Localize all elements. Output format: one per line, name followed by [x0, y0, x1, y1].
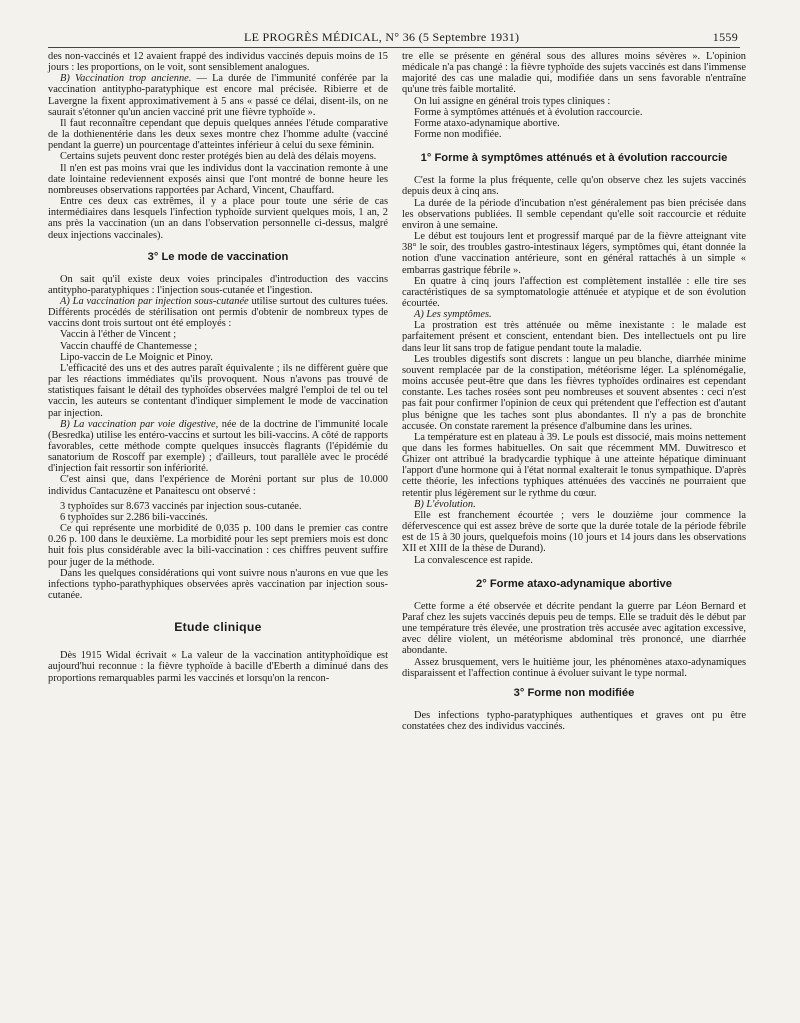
paragraph: On lui assigne en général trois types cliniques : [414, 95, 611, 107]
paragraph: L'efficacité des uns et des autres paraît équivalente ; ils ne diffèrent guère que par les réactions immédiates qu'ils provoquent. Nous n'avons pas trouvé de statistiques faisant le détail des typhoïdes observées malgré l'emploi de tel ou tel vaccin, les auteurs se contentant d'indiquer simplement le mode de vaccination par injection. [48, 362, 388, 419]
paragraph: La température est en plateau à 39. Le pouls est dissocié, mais moins nettement que dans les formes habituelles. On sait que récemment MM. Duwitresco et Ghizer ont attribué la bradycardie typhique à une atteinte hépatique diminuant l'apport d'une hormone qui à l'état normal exalterait le tonus sympathique. D'après cette théorie, les infections typhiques atténuées des vaccinés ne pourraient que retentir plus légèrement sur le rythme du cœur. [402, 431, 746, 499]
left-column [48, 51, 388, 684]
paragraph: Les troubles digestifs sont discrets : langue un peu blanche, diarrhée minime souvent remplacée par de la constipation, météorisme léger. La splénomégalie, moins accusée peut-être que dans les fièvres typhoïdes ordinaires est cependant constante. Les taches rosées sont peu nombreuses et souvent absentes : ceci n'est pas fait pour confirmer l'opinion de ceux qui prétendent que l'effection est d'autant plus bénigne que les taches sont plus abondantes. Il n'y a pas de bronchite accusée. On constate rarement la présence d'albumine dans les urines. [402, 353, 746, 432]
section-heading: 1° Forme à symptômes atténués et à évolution raccourcie [420, 152, 728, 165]
paragraph: Certains sujets peuvent donc rester protégés bien au delà des délais moyens. [60, 151, 377, 163]
paragraph: Ce qui représente une morbidité de 0,035 p. 100 dans le premier cas contre 0.26 p. 100 dans le deuxième. La morbidité pour les sept premiers mois est donc huit fois plus considérable avec la bili-vaccination : ces chiffres peuvent suffire pour juger de la méthode. [48, 523, 388, 568]
list-item: Vaccin chauffé de Chantemesse ; [60, 340, 198, 352]
list-item: Vaccin à l'éther de Vincent ; [60, 329, 177, 341]
list-item: Forme à symptômes atténués et à évolution raccourcie. [414, 106, 643, 118]
paragraph [48, 419, 388, 475]
list-item: Forme ataxo-adynamique abortive. [414, 117, 560, 129]
paragraph: Il faut reconnaître cependant que depuis quelques années l'étude comparative de la dothienentérie dans les deux sexes montre chez l'homme adulte (vacciné pendant la guerre) un pourcentage d'atteintes inférieur à celui du sexe féminin. [48, 117, 388, 152]
subsection-label: A) Les symptômes. [414, 309, 492, 321]
paragraph: Elle est franchement écourtée ; vers le douzième jour commence la défervescence qui est assez brève de sorte que la durée totale de la période fébrile est de 15 à 30 jours, quelquefois moins (10 jours et 14 jours dans les observations XII et XIII de la thèse de Durand). [402, 509, 746, 555]
subsection-label: B) L'évolution. [414, 498, 476, 510]
paragraph-text: née de la doctrine de l'immunité locale (Besredka) utilise les entéro-vaccins et surtout les bili-vaccins. A côté de rapports favorables, cette méthode compte quelques insuccès flagrants (l'épidémie du sanatorium de Roscoff par exemple) ; d'ailleurs, tout parallèle avec le procédé d'injection fait ressortir son infériorité. [48, 418, 388, 475]
subsection-label: B) Vaccination trop ancienne. [60, 73, 192, 85]
section-heading: Etude clinique [174, 620, 262, 635]
paragraph: C'est la forme la plus fréquente, celle qu'on observe chez les sujets vaccinés depuis deux à cinq ans. [402, 175, 746, 198]
page-number: 1559 [712, 30, 738, 44]
paragraph: C'est ainsi que, dans l'expérience de Moréni portant sur plus de 10.000 individus Cantacuzène et Panaitescu ont observé : [48, 474, 388, 497]
paragraph: des non-vaccinés et 12 avaient frappé des individus vaccinés depuis moins de 15 jours : les proportions, on le voit, sont sensiblement analogues. [48, 51, 388, 74]
paragraph: Entre ces deux cas extrêmes, il y a place pour toute une série de cas intermédiaires dans lesquels l'infection typhoïde survient quelques mois, 1 an, 2 ans près la vaccination (un an dans l'observation personnelle ci-dessus, malgré deux injections vaccinales). [48, 196, 388, 241]
paragraph: Le début est toujours lent et progressif marqué par de la fièvre atteignant vite 38° le soir, des troubles gastro-intestinaux légers, symptômes qui, étant donnée la notion d'une vaccination antérieure, sont en général rattachés à un simple « embarras gastrique fébrile ». [402, 231, 746, 276]
section-heading: 3° Le mode de vaccination [147, 250, 289, 263]
list-item: Forme non modifiée. [414, 129, 502, 141]
paragraph: Assez brusquement, vers le huitième jour, les phénomènes ataxo-adynamiques disparaissent et l'affection continue à évoluer suivant le type normal. [402, 656, 746, 679]
paragraph: Dès 1915 Widal écrivait « La valeur de la vaccination antityphoïdique est aujourd'hui reconnue : la fièvre typhoïde à bacille d'Eberth a diminué dans des proportions remarquables parmi les vaccinés et lorsqu'on la rencon- [48, 650, 388, 684]
paragraph: La prostration est très atténuée ou même inexistante : le malade est parfaitement présent et conscient, entendant bien. Des intellectuels ont pu lire dans leur lit sans trop de fatigue pendant toute la maladie. [402, 320, 746, 354]
paragraph: La durée de la période d'incubation n'est généralement pas bien précisée dans les observations publiées. Il semble cependant qu'elle soit raccourcie et réduite environ à une semaine. [402, 197, 746, 231]
subsection-label: A) La vaccination par injection sous-cutanée [60, 295, 249, 307]
page-header [48, 30, 738, 46]
statistic-line: 6 typhoïdes sur 2.286 bili-vaccinés. [60, 511, 208, 523]
paragraph: Il n'en est pas moins vrai que les individus dont la vaccination remonte à une date lointaine redeviennent exposés ainsi que l'ont montré de bonne heure les nombreuses observations rapportées par Achard, Vincent, Chauffard. [48, 162, 388, 196]
paragraph: tre elle se présente en général sous des allures moins sévères ». L'opinion médicale n'a pas changé : la fièvre typhoïde des sujets vaccinés est dans l'immense majorité des cas une maladie qui, modifiée dans un sens favorable n'entraîne qu'une très faible mortalité. [402, 51, 746, 96]
subsection-label: B) La vaccination par voie digestive, [60, 418, 219, 430]
right-column [402, 51, 746, 732]
statistic-line: 3 typhoïdes sur 8.673 vaccinés par injection sous-cutanée. [60, 500, 302, 512]
paragraph-text: utilise surtout des cultures tuées. Différents procédés de stérilisation ont permis d'obtenir de nombreux types de vaccins dont trois surtout ont été employés : [48, 295, 388, 330]
running-title: LE PROGRÈS MÉDICAL, N° 36 (5 Septembre 1931) [244, 30, 520, 44]
list-item: Lipo-vaccin de Le Moignic et Pinoy. [60, 351, 213, 363]
paragraph: Dans les quelques considérations qui vont suivre nous n'aurons en vue que les infections typho-parathyphiques observées après vaccination par injection sous-cutanée. [48, 567, 388, 602]
paragraph [48, 73, 388, 118]
paragraph: Des infections typho-paratyphiques authentiques et graves ont pu être constatées chez des individus vaccinés. [402, 709, 746, 732]
paragraph: Cette forme a été observée et décrite pendant la guerre par Léon Bernard et Paraf chez les sujets vaccinés depuis peu de temps. Elle se traduit dès le début par une température très élevée, une prostration très accusée avec agitation excessive, avec délire violent, un météorisme abdominal très prononcé, une diarrhée abondante. [402, 600, 746, 657]
header-rule [48, 47, 740, 48]
section-heading: 3° Forme non modifiée [513, 686, 635, 699]
section-heading: 2° Forme ataxo-adynamique abortive [476, 577, 672, 590]
paragraph: On sait qu'il existe deux voies principales d'introduction des vaccins antitypho-paratyphiques : l'injection sous-cutanée et l'ingestion. [48, 273, 388, 296]
paragraph: La convalescence est rapide. [414, 554, 533, 566]
paragraph [48, 296, 388, 329]
paragraph-text: — La durée de l'immunité conférée par la vaccination antitypho-paratyphique est encore mal précisée. Ribierre et de Lavergne la fixent approximativement à 5 ans « passé ce délai, disent-ils, on ne saurait s'étonner qu'un ancien vacciné prit une fièvre typhoïde ». [48, 73, 388, 118]
paragraph: En quatre à cinq jours l'affection est complètement installée : elle tire ses caractéristiques de sa symptomatologie atténuée et atypique et de son évolution écourtée. [402, 275, 746, 309]
